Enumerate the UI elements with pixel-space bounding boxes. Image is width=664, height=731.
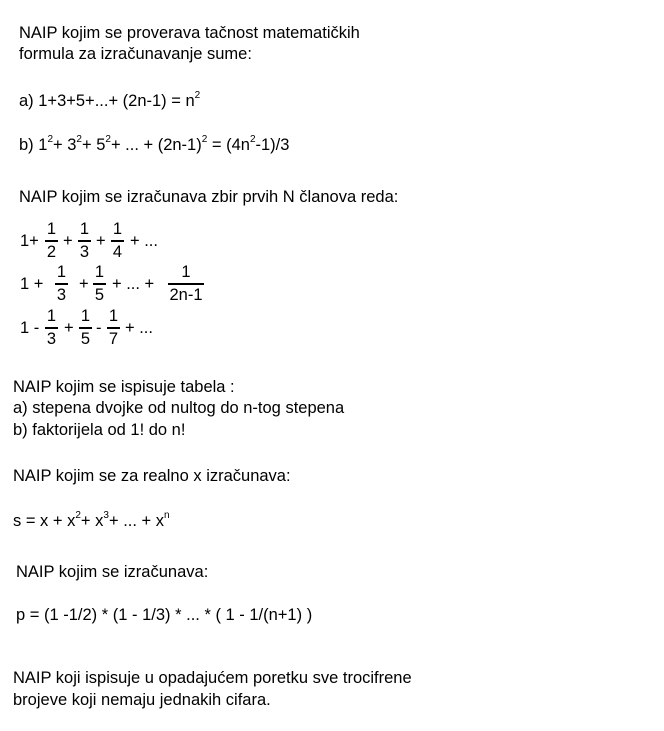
task2-title: NAIP kojim se izračunava zbir prvih N članova reda:: [19, 188, 399, 206]
fraction-numerator: 1: [112, 220, 123, 238]
task4-title: NAIP kojim se za realno x izračunava:: [13, 467, 291, 485]
task6-line2: brojeve koji nemaju jednakih cifara.: [13, 691, 271, 709]
task6-line1: NAIP koji ispisuje u opadajućem poretku sve trocifrene: [13, 669, 412, 687]
formula-b-exponent: 2: [47, 134, 53, 145]
task3-title: NAIP kojim se ispisuje tabela :: [13, 378, 235, 396]
formula-b-exponent: 2: [249, 134, 256, 145]
fraction-bar: [45, 327, 58, 329]
fraction-numerator: 1: [181, 263, 191, 281]
fraction-bar: [55, 283, 68, 285]
formula-a-text: a) 1+3+5+...+ (2n-1) = n: [19, 92, 195, 110]
series-1-fraction: [45, 221, 58, 260]
formula-b-exponent: 2: [201, 134, 208, 145]
fraction-numerator: 1: [46, 220, 57, 238]
task1-title-line2: formula za izračunavanje sume:: [19, 45, 252, 63]
series-3-fraction: [79, 308, 92, 347]
series-1-op: +: [96, 232, 106, 250]
task3-line-b: b) faktorijela od 1! do n!: [13, 421, 186, 439]
formula-s-part: + ... + x: [108, 512, 164, 530]
task4-formula: [13, 510, 170, 530]
fraction-denominator: 2: [46, 242, 57, 261]
task1-title-line1: NAIP kojim se proverava tačnost matematičkih: [19, 24, 360, 42]
formula-s-exponent: 2: [75, 510, 81, 521]
formula-s-part: s = x + x: [13, 512, 76, 530]
fraction-denominator: 5: [94, 285, 105, 304]
series-3-lead: 1 -: [20, 319, 40, 337]
fraction-denominator: 3: [46, 329, 57, 348]
series-3-op: + ...: [125, 319, 153, 337]
fraction-numerator: 1: [79, 220, 90, 238]
fraction-denominator: 5: [80, 329, 91, 348]
task5-title: NAIP kojim se izračunava:: [16, 563, 209, 581]
fraction-denominator: 2n-1: [169, 285, 203, 304]
fraction-bar: [93, 283, 106, 285]
series-1-op: + ...: [130, 232, 158, 250]
formula-a-exponent: 2: [194, 90, 201, 101]
series-1-op: +: [63, 232, 73, 250]
series-1-fraction: [78, 221, 91, 260]
fraction-bar: [45, 240, 58, 242]
formula-b-part: -1)/3: [255, 136, 290, 154]
formula-b-part: = (4n: [207, 136, 250, 154]
series-2-fraction: [55, 264, 68, 303]
formula-b-part: + 3: [53, 136, 77, 154]
fraction-numerator: 1: [108, 307, 119, 325]
task1-formula-b: [19, 134, 290, 154]
formula-b-exponent: 2: [105, 134, 111, 145]
fraction-denominator: 3: [79, 242, 90, 261]
series-2-op: + ... +: [112, 275, 155, 293]
formula-s-exponent: 3: [103, 510, 109, 521]
fraction-bar: [107, 327, 120, 329]
series-1-fraction: [111, 221, 124, 260]
fraction-numerator: 1: [46, 307, 57, 325]
fraction-bar: [168, 283, 204, 285]
series-3-op: +: [64, 319, 74, 337]
fraction-bar: [78, 240, 91, 242]
series-3-fraction: [107, 308, 120, 347]
fraction-numerator: 1: [56, 263, 67, 281]
fraction-denominator: 4: [112, 242, 123, 261]
series-2-fraction: [93, 264, 106, 303]
fraction-numerator: 1: [94, 263, 105, 281]
series-2-lead: 1 +: [20, 275, 44, 293]
fraction-numerator: 1: [80, 307, 91, 325]
formula-b-exponent: 2: [76, 134, 82, 145]
series-2-fraction: [168, 264, 204, 303]
fraction-denominator: 3: [56, 285, 67, 304]
series-3-fraction: [45, 308, 58, 347]
formula-s-exponent: n: [164, 510, 170, 521]
fraction-bar: [79, 327, 92, 329]
fraction-bar: [111, 240, 124, 242]
formula-s-part: + x: [80, 512, 104, 530]
formula-b-part: + 5: [81, 136, 106, 154]
series-1-lead: 1+: [20, 232, 39, 250]
fraction-denominator: 7: [108, 329, 119, 348]
task3-line-a: a) stepena dvojke od nultog do n-tog stepena: [13, 399, 345, 417]
series-2-op: +: [79, 275, 89, 293]
series-3-op: -: [96, 319, 102, 337]
formula-b-part: + ... + (2n-1): [110, 136, 202, 154]
task5-formula: p = (1 -1/2) * (1 - 1/3) * ... * ( 1 - 1/(n+1) ): [16, 606, 313, 624]
formula-b-part: b) 1: [19, 136, 48, 154]
task1-formula-a: [19, 90, 201, 110]
